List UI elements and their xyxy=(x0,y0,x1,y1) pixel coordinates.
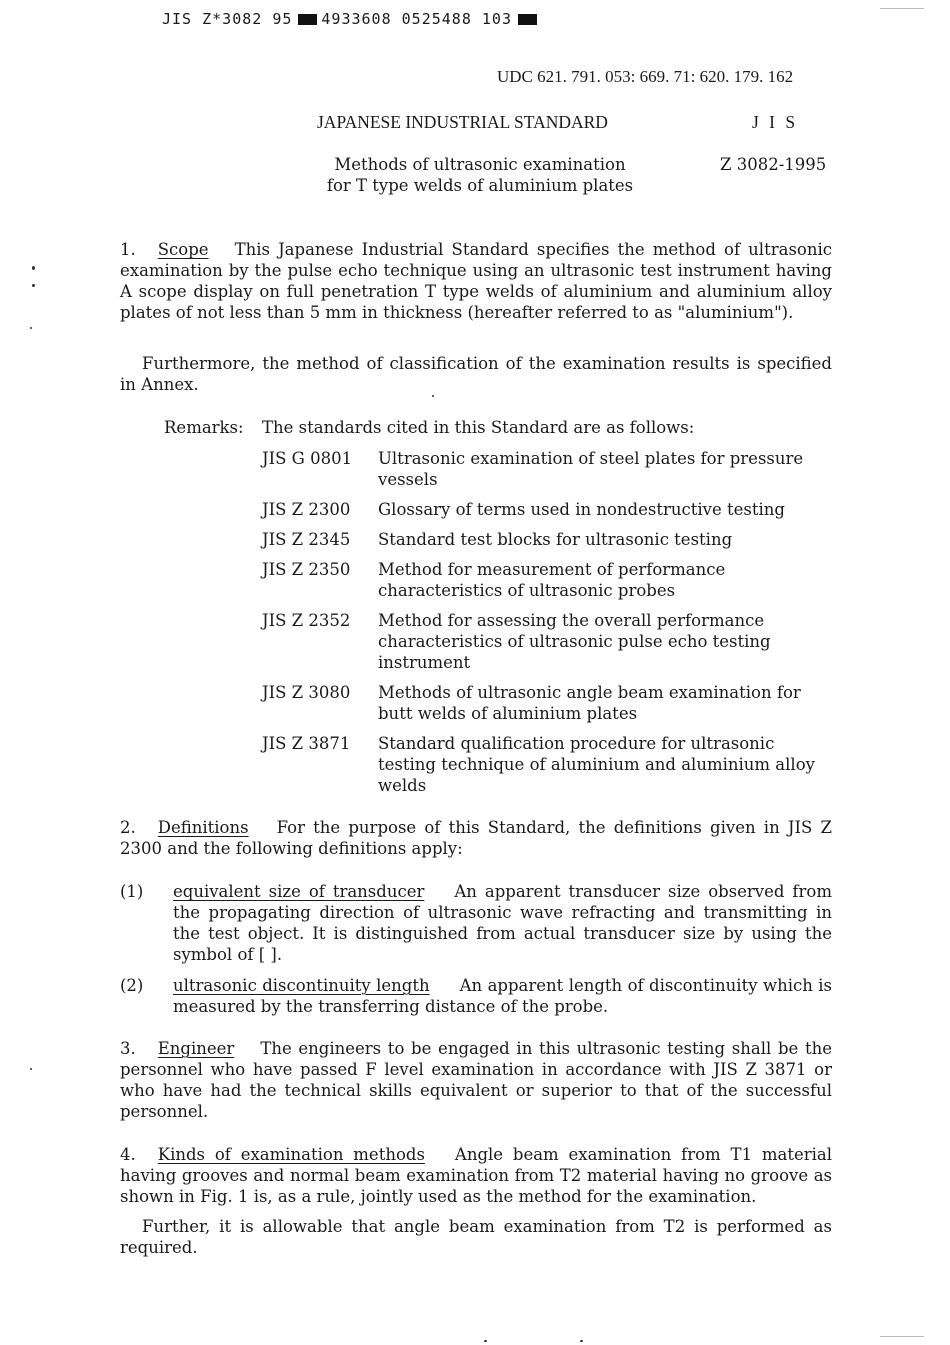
section-number: 4. xyxy=(120,1145,136,1164)
standard-title: JAPANESE INDUSTRIAL STANDARD xyxy=(317,112,608,132)
section-heading: Definitions xyxy=(157,818,249,837)
ref-code: JIS Z 2300 xyxy=(262,500,351,519)
ref-code: JIS Z 2345 xyxy=(262,530,351,549)
section-text: For the purpose of this Standard, the definitions given in JIS Z 2300 and the following definitions apply: xyxy=(120,818,832,858)
section-definitions xyxy=(120,817,832,859)
ref-code: JIS Z 3080 xyxy=(262,683,351,702)
section-kinds xyxy=(120,1144,832,1207)
definition-text: An apparent length of discontinuity which is measured by the transferring distance of the probe. xyxy=(173,976,832,1016)
definition-term: ultrasonic discontinuity length xyxy=(173,976,430,995)
definition-text: An apparent transducer size observed from the propagating direction of ultrasonic wave refracting and transmitting in the test object. It is distinguished from actual transducer size by using the symbol of [ ]. xyxy=(173,882,832,964)
ref-title: Standard qualification procedure for ultrasonic testing technique of aluminium and aluminium alloy welds xyxy=(378,734,815,795)
section-number: 3. xyxy=(120,1039,136,1058)
barcode-text-a: JIS Z*3082 95 xyxy=(162,10,293,28)
section-text: Furthermore, the method of classification of the examination results is specified in Annex. xyxy=(120,354,832,394)
section-number: 1. xyxy=(120,240,136,259)
ref-code: JIS Z 3871 xyxy=(262,734,351,753)
section-text: This Japanese Industrial Standard specifies the method of ultrasonic examination by the pulse echo technique using an ultrasonic test instrument having A scope display on full penetration T type welds of aluminium and aluminium alloy plates of not less than 5 mm in thickness (hereafter referred to as "aluminium"). xyxy=(120,240,832,322)
ref-code: JIS Z 2350 xyxy=(262,560,351,579)
table-row xyxy=(262,610,828,682)
section-heading: Scope xyxy=(157,240,209,259)
table-row xyxy=(262,682,828,733)
table-row xyxy=(262,733,828,805)
subtitle-line: for T type welds of aluminium plates xyxy=(326,176,634,195)
section-heading: Kinds of examination methods xyxy=(157,1145,425,1164)
section-number: 2. xyxy=(120,818,136,837)
barcode-text-b: 4933608 0525488 103 xyxy=(321,10,512,28)
section-text: The engineers to be engaged in this ultrasonic testing shall be the personnel who have passed F level examination in accordance with JIS Z 3871 or who have had the technical skills equivalent or superior to that of the successful personnel. xyxy=(120,1039,832,1121)
section-text: Angle beam examination from T1 material having grooves and normal beam examination from T2 material having no groove as shown in Fig. 1 is, as a rule, jointly used as the method for the examination. xyxy=(120,1145,832,1206)
item-number: (2) xyxy=(120,976,144,995)
subtitle-line: Methods of ultrasonic examination xyxy=(334,155,626,174)
reference-standards-table xyxy=(262,448,828,805)
table-row xyxy=(262,559,828,610)
barcode-block-icon xyxy=(298,14,317,25)
barcode-block-icon xyxy=(518,14,537,25)
kinds-paragraph-2 xyxy=(120,1216,832,1258)
jis-mark: J I S xyxy=(752,112,799,132)
section-text: Further, it is allowable that angle beam examination from T2 is performed as required. xyxy=(120,1217,832,1257)
ref-title: Method for assessing the overall performance characteristics of ultrasonic pulse echo testing instrument xyxy=(378,611,771,672)
ref-title: Methods of ultrasonic angle beam examination for butt welds of aluminium plates xyxy=(378,683,801,723)
section-heading: Engineer xyxy=(157,1039,235,1058)
ref-title: Ultrasonic examination of steel plates for pressure vessels xyxy=(378,449,804,489)
document-subtitle xyxy=(300,154,660,196)
item-number: (1) xyxy=(120,882,144,901)
table-row xyxy=(262,448,828,499)
table-row xyxy=(262,499,828,529)
standard-number: Z 3082-1995 xyxy=(720,155,827,174)
definition-item xyxy=(120,881,832,965)
remarks-label: Remarks: xyxy=(164,418,244,437)
ref-code: JIS Z 2352 xyxy=(262,611,351,630)
ref-title: Method for measurement of performance characteristics of ultrasonic probes xyxy=(378,560,726,600)
remarks-intro: The standards cited in this Standard are as follows: xyxy=(262,418,695,437)
document-code-line xyxy=(162,9,541,30)
definition-term: equivalent size of transducer xyxy=(173,882,425,901)
section-engineer xyxy=(120,1038,832,1122)
ref-title: Glossary of terms used in nondestructive testing xyxy=(378,500,785,519)
scope-paragraph-2 xyxy=(120,353,832,395)
udc-number: UDC 621. 791. 053: 669. 71: 620. 179. 162 xyxy=(497,67,794,86)
section-scope xyxy=(120,239,832,323)
definition-item xyxy=(120,975,832,1017)
ref-code: JIS G 0801 xyxy=(262,449,353,468)
table-row xyxy=(262,529,828,559)
ref-title: Standard test blocks for ultrasonic testing xyxy=(378,530,733,549)
